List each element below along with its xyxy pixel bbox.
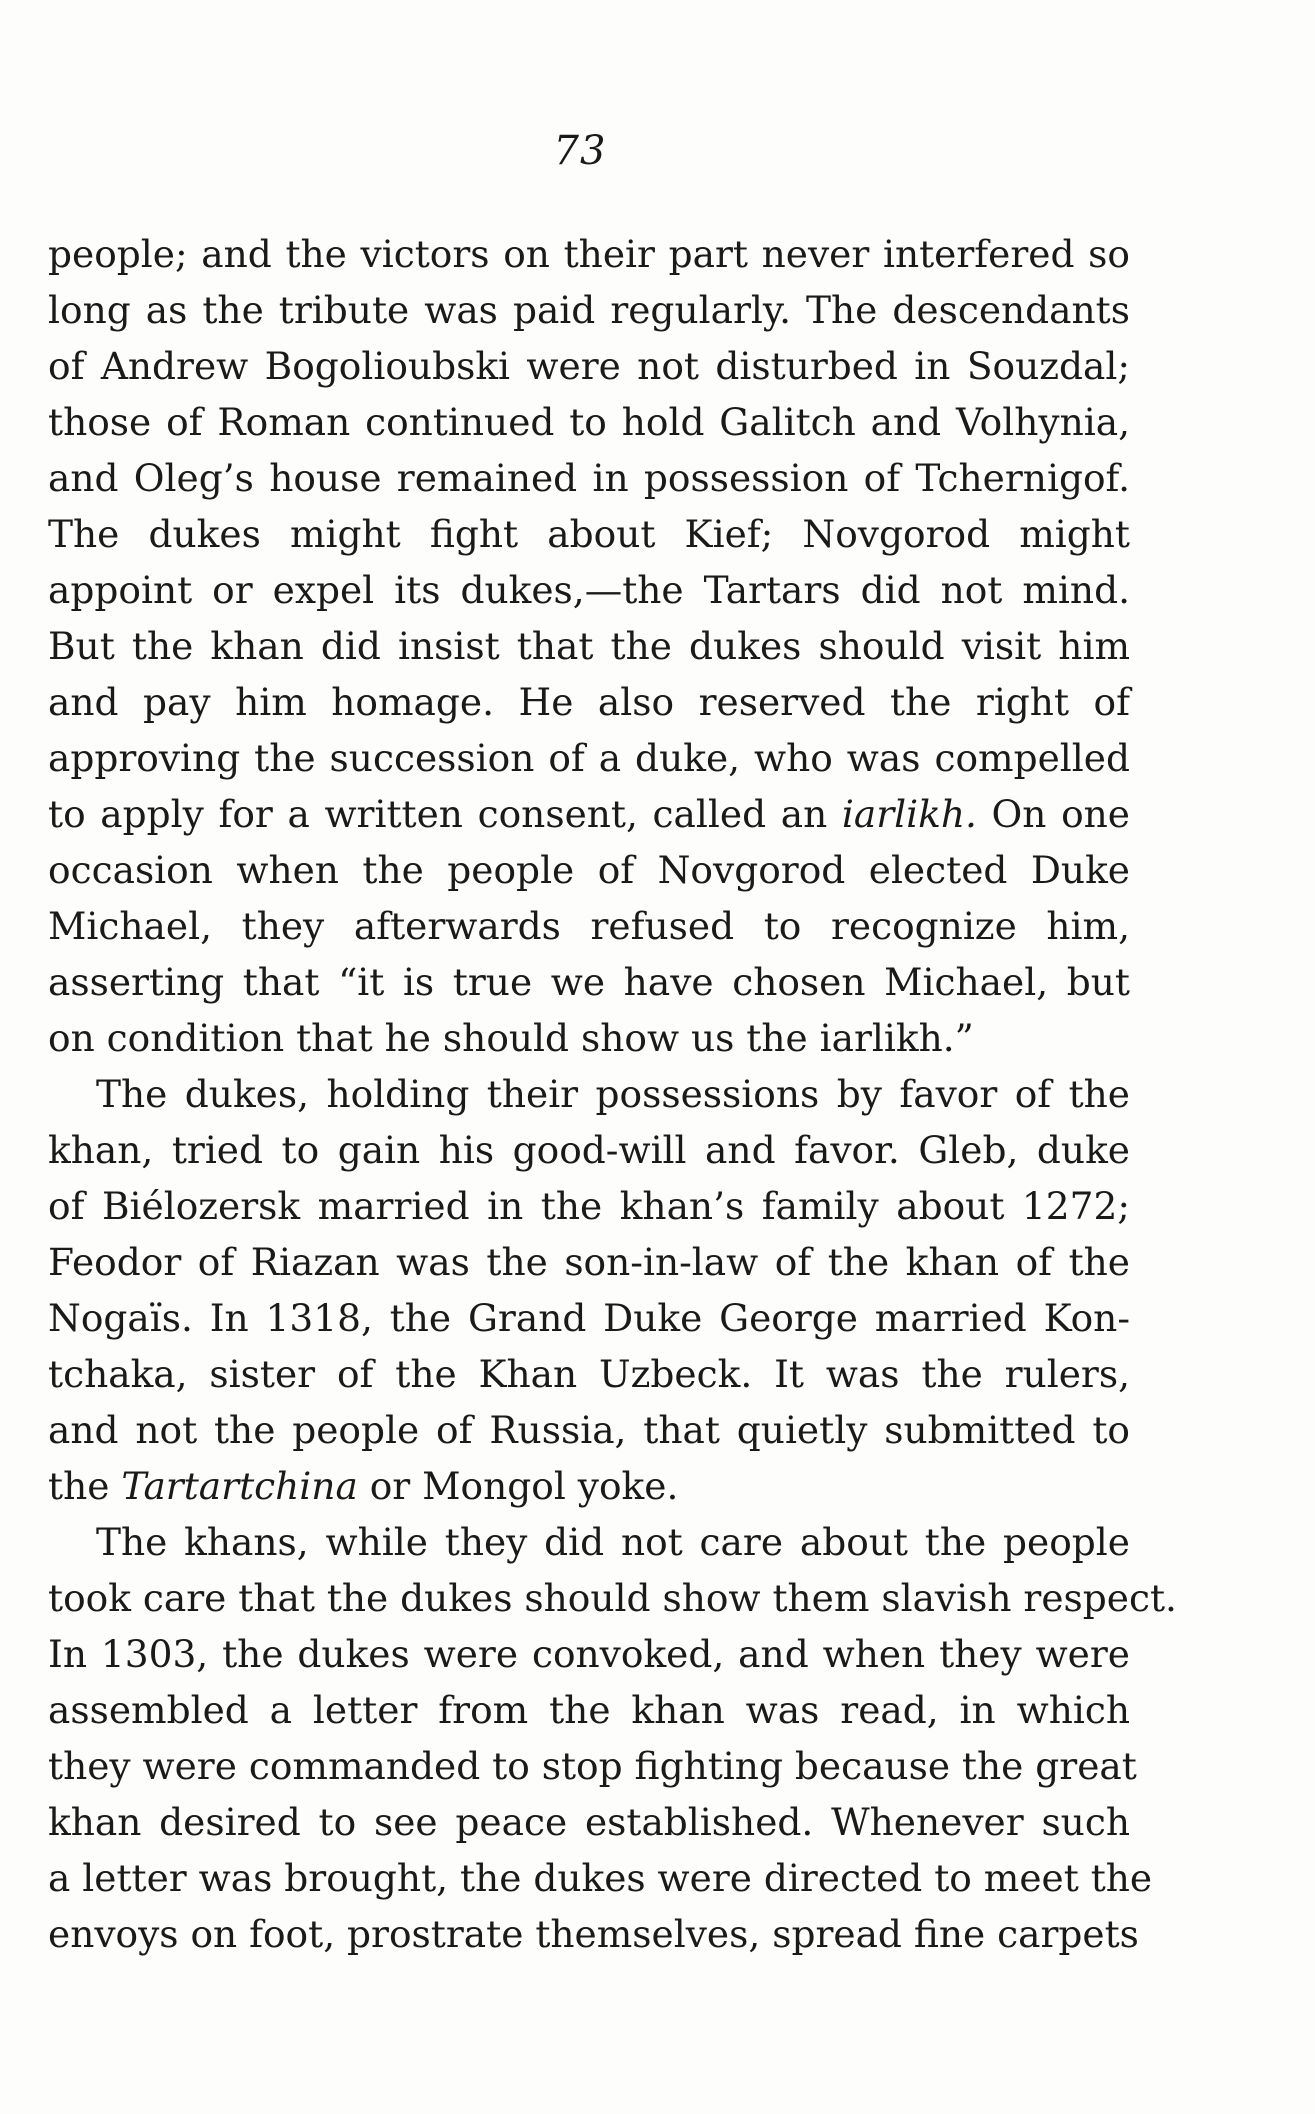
text-line: occasion when the people of Novgorod elected Duke	[48, 848, 1130, 892]
text-line: those of Roman continued to hold Galitch and Volhynia,	[48, 400, 1130, 444]
text-line: approving the succession of a duke, who was compelled	[48, 736, 1130, 780]
text-line: long as the tribute was paid regularly. The descendants	[48, 288, 1130, 332]
text-line: asserting that “it is true we have chosen Michael, but	[48, 960, 1130, 1004]
paragraph-3	[48, 1514, 1177, 1962]
text-line: Feodor of Riazan was the son-in-law of the khan of the	[48, 1240, 1130, 1284]
page-number: 73	[553, 128, 607, 174]
text-line: and not the people of Russia, that quietly submitted to	[48, 1408, 1130, 1452]
text-line: The khans, while they did not care about the people	[96, 1520, 1130, 1564]
text-line: In 1303, the dukes were convoked, and when they were	[48, 1632, 1130, 1676]
text-line: the Tartartchina or Mongol yoke.	[48, 1464, 679, 1508]
text-line: they were commanded to stop fighting because the great	[48, 1744, 1137, 1788]
text-line: and pay him homage. He also reserved the right of	[48, 680, 1130, 724]
text-line: assembled a letter from the khan was read, in which	[48, 1688, 1130, 1732]
text-line: took care that the dukes should show them slavish respect.	[48, 1576, 1177, 1620]
body-text	[48, 226, 1177, 1962]
paragraph-1	[48, 226, 1130, 1066]
text-line: and Oleg’s house remained in possession of Tchernigof.	[48, 456, 1130, 500]
text-line: of Biélozersk married in the khan’s family about 1272;	[48, 1184, 1130, 1228]
italic-term: Tartartchina	[121, 1464, 358, 1508]
text-line: tchaka, sister of the Khan Uzbeck. It was the rulers,	[48, 1352, 1130, 1396]
text-line: envoys on foot, prostrate themselves, spread fine carpets	[48, 1912, 1139, 1956]
text-line: Michael, they afterwards refused to recognize him,	[48, 904, 1130, 948]
paragraph-2	[48, 1066, 1130, 1514]
text-line: The dukes might fight about Kief; Novgorod might	[48, 512, 1130, 556]
text-line: on condition that he should show us the iarlikh.”	[48, 1016, 974, 1060]
text-line: The dukes, holding their possessions by favor of the	[96, 1072, 1130, 1116]
text-line: But the khan did insist that the dukes should visit him	[48, 624, 1130, 668]
text-line: to apply for a written consent, called an iarlikh. On one	[48, 792, 1131, 836]
italic-term: iarlikh.	[841, 792, 977, 836]
text-line: khan desired to see peace established. Whenever such	[48, 1800, 1130, 1844]
text-line: a letter was brought, the dukes were directed to meet the	[48, 1856, 1153, 1900]
text-line: people; and the victors on their part never interfered so	[48, 232, 1130, 276]
text-line: appoint or expel its dukes,—the Tartars did not mind.	[48, 568, 1130, 612]
text-line: Nogaïs. In 1318, the Grand Duke George married Kon-	[48, 1296, 1130, 1340]
text-line: khan, tried to gain his good-will and favor. Gleb, duke	[48, 1128, 1130, 1172]
text-line: of Andrew Bogolioubski were not disturbed in Souzdal;	[48, 344, 1130, 388]
